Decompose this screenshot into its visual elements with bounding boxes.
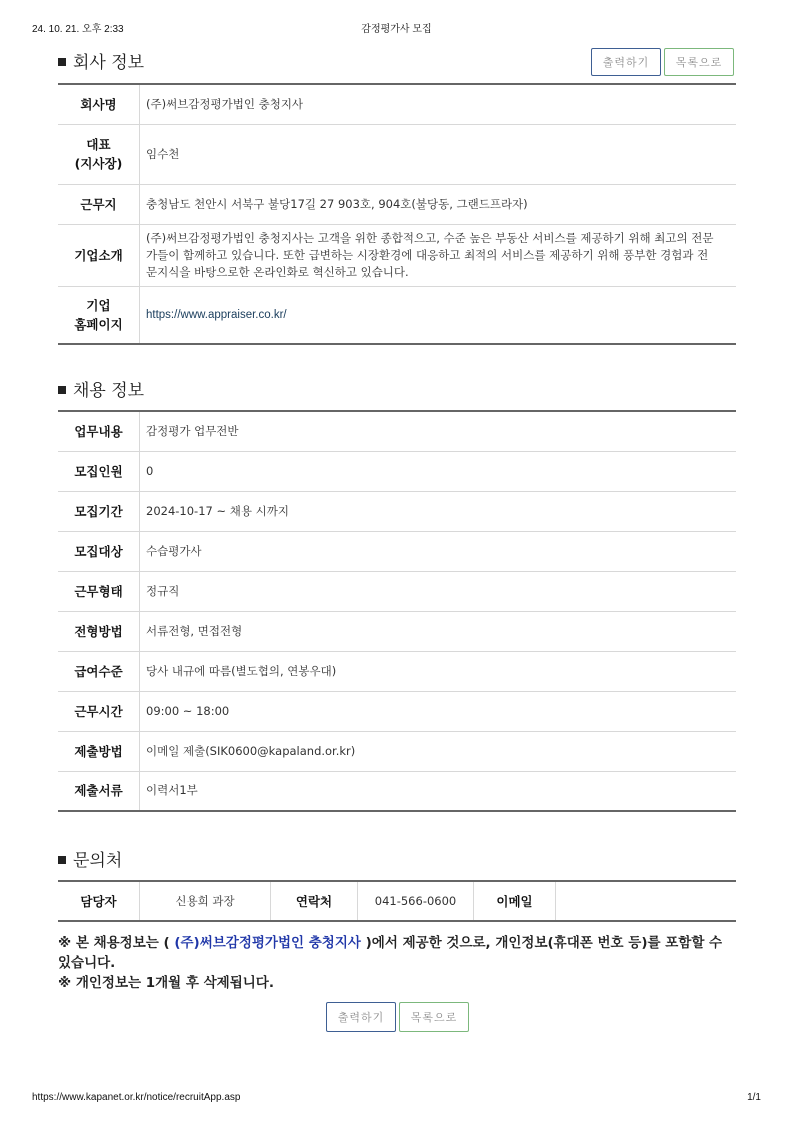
print-page-number: 1/1 (747, 1092, 761, 1103)
company-info-table (58, 83, 736, 345)
print-document-title: 감정평가사 모집 (361, 24, 432, 35)
privacy-notice (58, 933, 738, 993)
table-row (58, 411, 736, 451)
homepage-link[interactable]: https://www.appraiser.co.kr/ (146, 308, 287, 321)
table-row (58, 286, 736, 344)
row-label: 회사명 (58, 84, 140, 124)
table-row (58, 731, 736, 771)
row-label: 근무지 (58, 184, 140, 224)
table-row (58, 451, 736, 491)
recruit-section-title (58, 376, 144, 401)
notice-line-2: ※ 개인정보는 1개월 후 삭제됩니다. (58, 975, 274, 991)
row-label-line: 홈페이지 (74, 316, 123, 332)
row-label: 기업소개 (58, 224, 140, 286)
workplace-value: 충청남도 천안시 서북구 불당17길 27 903호, 904호(불당동, 그랜드프라자) (140, 184, 737, 224)
recruit-section-title-text: 채용 정보 (73, 381, 145, 401)
contact-table (58, 880, 736, 922)
recruit-info-table (58, 410, 736, 812)
ceo-value: 임수천 (140, 124, 737, 184)
bullet-square-icon (58, 856, 66, 864)
row-label: 전형방법 (58, 611, 140, 651)
row-label-line: (지사장) (74, 156, 123, 171)
email-value (556, 881, 737, 921)
row-label (58, 286, 140, 344)
list-button-bottom[interactable]: 목록으로 (399, 1002, 469, 1032)
notice-company-name: (주)써브감정평가법인 충청지사 (174, 935, 361, 951)
notice-suffix: )에서 제공한 것으로, 개인정보(휴대폰 번호 등)를 포함할 수 있습니다. (58, 935, 723, 971)
phone-label: 연락처 (271, 881, 358, 921)
company-section-title-text: 회사 정보 (73, 53, 145, 73)
table-row (58, 881, 736, 921)
row-value: 정규직 (140, 571, 737, 611)
row-label: 모집대상 (58, 531, 140, 571)
email-label: 이메일 (474, 881, 556, 921)
row-label-line: 기업 (86, 297, 111, 313)
table-row (58, 184, 736, 224)
contact-section-title-text: 문의처 (73, 851, 123, 871)
row-value: 09:00 ~ 18:00 (140, 691, 737, 731)
row-value: 감정평가 업무전반 (146, 423, 239, 438)
row-label: 급여수준 (58, 651, 140, 691)
notice-line-1 (58, 933, 738, 973)
row-value: 당사 내규에 따름(별도협의, 연봉우대) (140, 651, 737, 691)
table-row (58, 651, 736, 691)
print-datetime: 24. 10. 21. 오후 2:33 (32, 24, 124, 35)
row-label: 근무형태 (58, 571, 140, 611)
row-label: 근무시간 (58, 691, 140, 731)
print-footer (32, 1092, 761, 1106)
row-label: 모집인원 (58, 451, 140, 491)
phone-value: 041-566-0600 (358, 881, 474, 921)
print-header (32, 20, 761, 34)
bullet-square-icon (58, 58, 66, 66)
row-label (58, 124, 140, 184)
bullet-square-icon (58, 386, 66, 394)
print-button-top[interactable]: 출력하기 (591, 48, 661, 76)
table-row (58, 611, 736, 651)
table-row (58, 691, 736, 731)
row-label: 제출방법 (58, 731, 140, 771)
print-button-bottom[interactable]: 출력하기 (326, 1002, 396, 1032)
manager-label: 담당자 (58, 881, 140, 921)
company-intro-value: (주)써브감정평가법인 충청지사는 고객을 위한 종합적으고, 수준 높은 부동산 서비스를 제공하기 위해 최고의 전문가들이 함께하고 있습니다. 또한 급변하는 시장환경에 대응하고 최적의 서비스를 제공하기 위해 풍부한 경험과 전문지식을 바탕으로한 온라인화로 혁신하고 있습니다. (140, 224, 737, 286)
notice-prefix: ※ 본 채용정보는 ( (58, 935, 175, 951)
row-value: 이메일 제출(SIK0600@kapaland.or.kr) (140, 731, 737, 771)
table-row (58, 531, 736, 571)
company-name-value: (주)써브감정평가법인 충청지사 (146, 96, 304, 111)
table-row (58, 771, 736, 811)
row-value: 2024-10-17 ~ 채용 시까지 (140, 491, 737, 531)
row-label-line: 대표 (86, 137, 111, 152)
homepage-cell (140, 286, 737, 344)
list-button-top[interactable]: 목록으로 (664, 48, 734, 76)
table-row (58, 224, 736, 286)
table-row (58, 491, 736, 531)
row-label: 모집기간 (58, 491, 140, 531)
manager-value: 신용희 과장 (140, 881, 271, 921)
row-value: 수습평가사 (140, 531, 737, 571)
row-label: 제출서류 (58, 771, 140, 811)
table-row (58, 571, 736, 611)
table-row (58, 84, 736, 124)
row-value: 서류전형, 면접전형 (140, 611, 737, 651)
contact-section-title (58, 846, 122, 871)
print-footer-url: https://www.kapanet.or.kr/notice/recruitApp.asp (32, 1092, 241, 1103)
row-value: 0 (140, 451, 737, 491)
row-value: 이력서1부 (140, 771, 737, 811)
row-label: 업무내용 (58, 411, 140, 451)
company-section-title (58, 48, 144, 73)
table-row (58, 124, 736, 184)
